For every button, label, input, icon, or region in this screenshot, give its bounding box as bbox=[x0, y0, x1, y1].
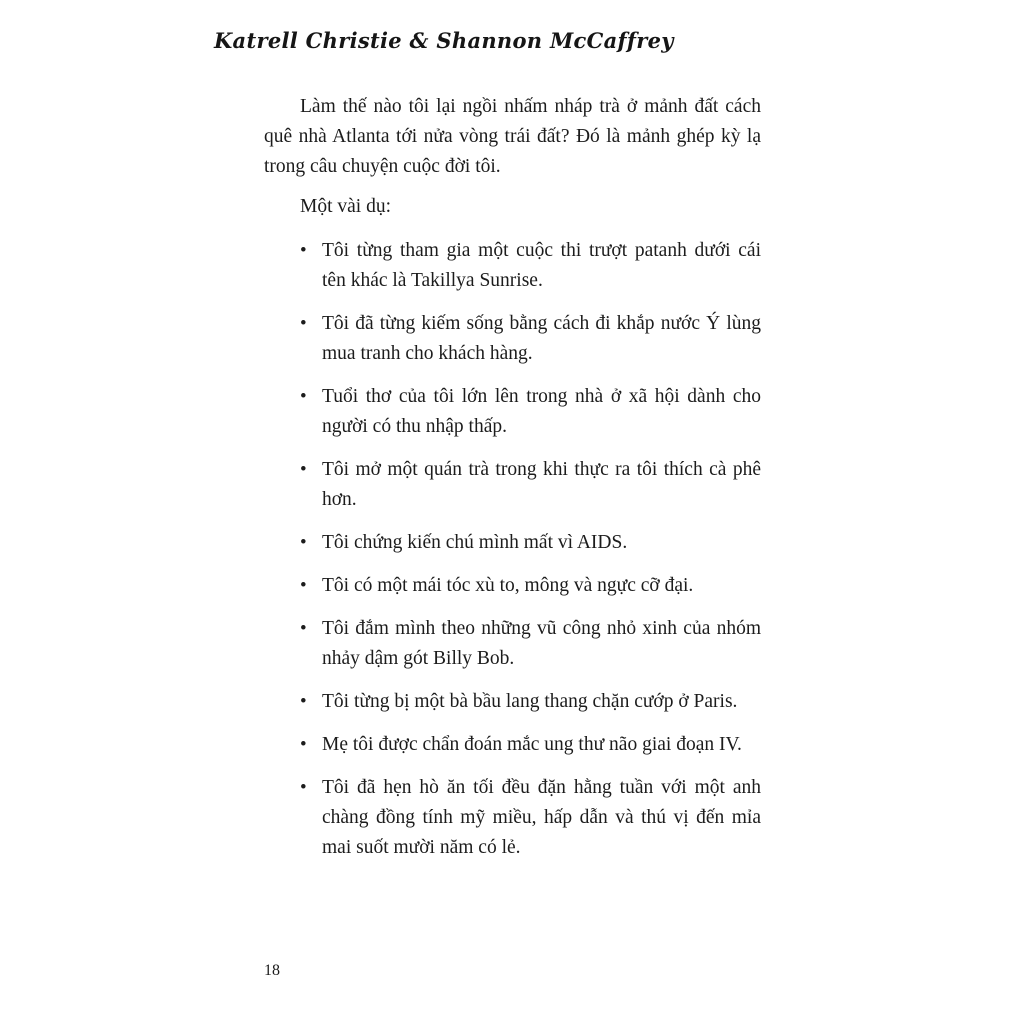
bullet-icon: • bbox=[300, 734, 307, 755]
list-item-text: Tôi từng tham gia một cuộc thi trượt patanh dưới cái tên khác là Takillya Sunrise. bbox=[322, 240, 761, 291]
list-item bbox=[264, 571, 761, 601]
bullet-icon: • bbox=[300, 386, 307, 407]
bullet-icon: • bbox=[300, 459, 307, 480]
list-item-text: Tôi mở một quán trà trong khi thực ra tôi thích cà phê hơn. bbox=[322, 459, 761, 510]
page-body bbox=[264, 92, 761, 876]
bullet-icon: • bbox=[300, 313, 307, 334]
examples-list bbox=[264, 236, 761, 863]
list-item-text: Tôi chứng kiến chú mình mất vì AIDS. bbox=[322, 532, 628, 553]
list-item bbox=[264, 455, 761, 515]
list-item-text: Tuổi thơ của tôi lớn lên trong nhà ở xã hội dành cho người có thu nhập thấp. bbox=[322, 386, 761, 437]
bullet-icon: • bbox=[300, 575, 307, 596]
running-header: Katrell Christie & Shannon McCaffrey bbox=[214, 28, 674, 53]
list-item-text: Tôi đã hẹn hò ăn tối đều đặn hằng tuần với một anh chàng đồng tính mỹ miều, hấp dẫn và thú vị đến mỉa mai suốt mười năm có lẻ. bbox=[322, 777, 761, 858]
list-item bbox=[264, 773, 761, 863]
list-item-text: Tôi từng bị một bà bầu lang thang chặn cướp ở Paris. bbox=[322, 691, 738, 712]
examples-lead-in: Một vài dụ: bbox=[300, 196, 391, 217]
bullet-icon: • bbox=[300, 618, 307, 639]
list-item bbox=[264, 687, 761, 717]
bullet-icon: • bbox=[300, 691, 307, 712]
bullet-icon: • bbox=[300, 532, 307, 553]
list-item bbox=[264, 382, 761, 442]
list-item-text: Tôi đã từng kiếm sống bằng cách đi khắp nước Ý lùng mua tranh cho khách hàng. bbox=[322, 313, 761, 364]
list-item bbox=[264, 730, 761, 760]
bullet-icon: • bbox=[300, 240, 307, 261]
list-item bbox=[264, 309, 761, 369]
list-item-text: Tôi đắm mình theo những vũ công nhỏ xinh của nhóm nhảy dậm gót Billy Bob. bbox=[322, 618, 761, 669]
list-item-text: Tôi có một mái tóc xù to, mông và ngực cỡ đại. bbox=[322, 575, 694, 596]
list-item bbox=[264, 236, 761, 296]
bullet-icon: • bbox=[300, 777, 307, 798]
list-item bbox=[264, 614, 761, 674]
intro-paragraph: Làm thế nào tôi lại ngồi nhấm nháp trà ở mảnh đất cách quê nhà Atlanta tới nửa vòng trái đất? Đó là mảnh ghép kỳ lạ trong câu chuyện cuộc đời tôi. bbox=[264, 96, 761, 177]
list-item-text: Mẹ tôi được chẩn đoán mắc ung thư não giai đoạn IV. bbox=[322, 734, 742, 755]
page-number: 18 bbox=[264, 962, 280, 979]
list-item bbox=[264, 528, 761, 558]
